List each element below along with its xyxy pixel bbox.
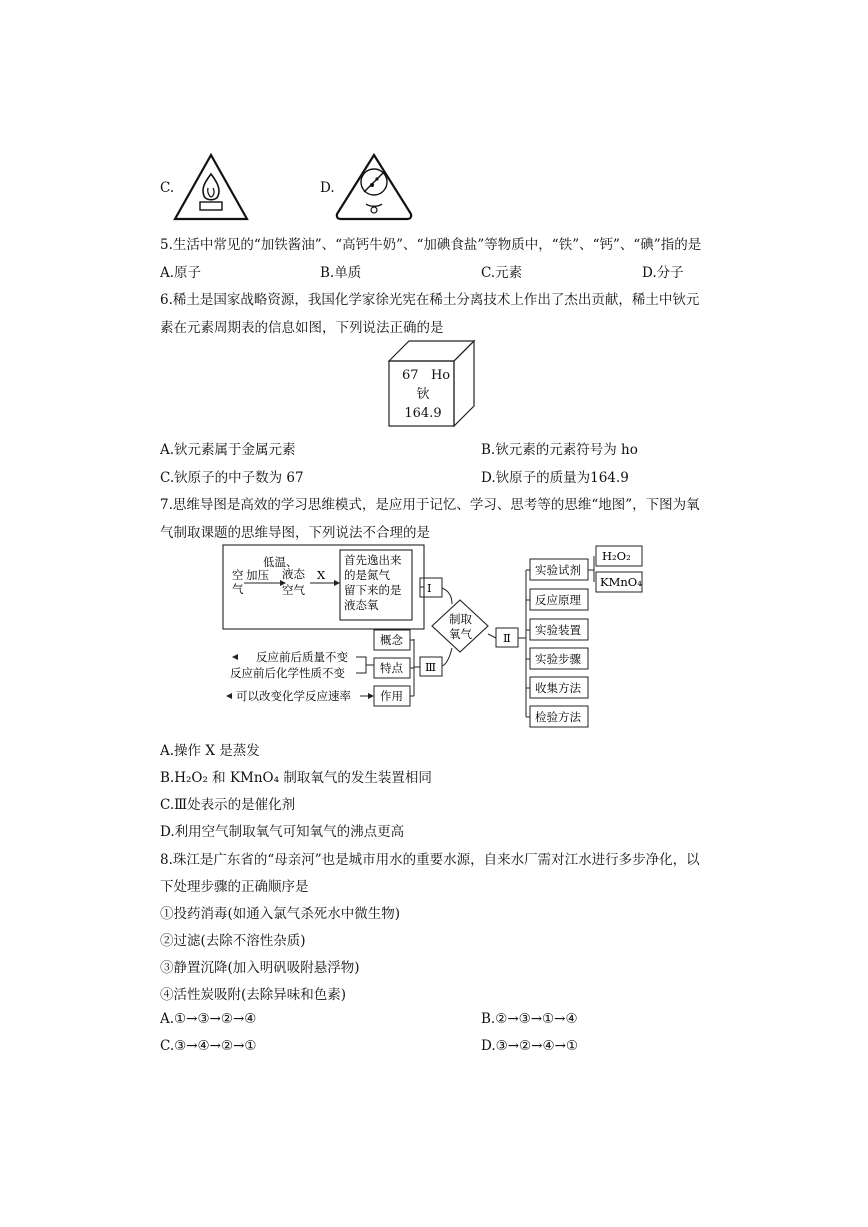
mm-branch-2: 实验装置 — [535, 623, 581, 637]
mm-liquid1: 液态 — [282, 567, 305, 581]
q7-stem-line1: 7.思维导图是高效的学习思维模式，是应用于记忆、学习、思考等的思维“地图”，下图为氧 — [160, 497, 700, 513]
element-symbol: Ho — [430, 368, 451, 383]
mm-roman1: Ⅰ — [427, 581, 432, 595]
mm-reagent2: KMnO₄ — [600, 575, 642, 589]
mm-feat2: 反应前后化学性质不变 — [230, 666, 345, 680]
q6-stem-line2: 素在元素周期表的信息如图，下列说法正确的是 — [160, 320, 444, 336]
q8-option-b: B.②→③→①→④ — [481, 1011, 578, 1027]
mm-note3: 留下来的是 — [344, 583, 402, 597]
q8-stem-line2: 下处理步骤的正确顺序是 — [160, 879, 309, 895]
corrosive-warning-icon — [334, 152, 414, 222]
q8-option-d: D.③→②→④→① — [481, 1038, 578, 1054]
q5-option-b: B.单质 — [320, 265, 362, 281]
element-cell — [392, 366, 451, 423]
mm-note1: 首先逸出来 — [344, 553, 402, 567]
q8-option-c: C.③→④→②→① — [160, 1038, 257, 1054]
element-name: 钬 — [416, 387, 430, 402]
mm-function: 作用 — [380, 689, 403, 703]
q8-step-1: ①投药消毒(如通入氯气杀死水中微生物) — [160, 906, 401, 922]
mm-branch-3: 实验步骤 — [535, 652, 581, 666]
mm-func1: 可以改变化学反应速率 — [236, 689, 351, 703]
mm-roman2: Ⅱ — [503, 631, 511, 645]
q8-step-4: ④活性炭吸附(去除异味和色素) — [160, 987, 347, 1003]
mm-center1: 制取 — [449, 612, 472, 626]
q8-stem-line1: 8.珠江是广东省的“母亲河”也是城市用水的重要水源，自来水厂需对江水进行多步净化，以 — [160, 852, 700, 868]
mm-reagent1: H₂O₂ — [602, 549, 631, 563]
mm-branch-4: 收集方法 — [535, 681, 581, 695]
mm-branch-1: 反应原理 — [535, 593, 581, 607]
q8-option-a: A.①→③→②→④ — [160, 1011, 257, 1027]
q8-step-3: ③静置沉降(加入明矾吸附悬浮物) — [160, 960, 360, 976]
q6-option-c: C.钬原子的中子数为 67 — [160, 470, 304, 486]
atomic-number: 67 — [402, 368, 419, 383]
q7-option-c: C.Ⅲ处表示的是催化剂 — [160, 797, 296, 813]
mm-branch-5: 检验方法 — [535, 710, 581, 724]
q6-option-d: D.钬原子的质量为164.9 — [481, 470, 629, 486]
mm-left-top: 低温、 — [263, 555, 298, 569]
mm-left-mid: 加压 — [246, 568, 269, 582]
flammable-warning-icon — [172, 152, 250, 222]
option-d-label: D. — [320, 180, 335, 196]
mm-air1: 空 — [232, 568, 244, 582]
mm-roman3: Ⅲ — [425, 660, 437, 674]
q5-option-c: C.元素 — [481, 265, 523, 281]
option-c-label: C. — [160, 180, 175, 196]
q7-stem-line2: 气制取课题的思维导图，下列说法不合理的是 — [160, 525, 430, 541]
q8-step-2: ②过滤(去除不溶性杂质) — [160, 933, 306, 949]
mm-liquid2: 空气 — [282, 583, 305, 597]
q7-option-d: D.利用空气制取氧气可知氧气的沸点更高 — [160, 824, 405, 840]
atomic-mass: 164.9 — [404, 406, 442, 421]
q5-option-d: D.分子 — [642, 265, 684, 281]
mm-note4: 液态氧 — [344, 598, 379, 612]
q5-option-a: A.原子 — [160, 265, 202, 281]
mm-x: X — [317, 568, 326, 582]
q5-stem: 5.生活中常见的“加铁酱油”、“高钙牛奶”、“加碘食盐”等物质中，“铁”、“钙”、“碘”指的是 — [160, 237, 702, 253]
mm-feat1: 反应前后质量不变 — [256, 650, 348, 664]
mm-center2: 氧气 — [449, 627, 472, 641]
q7-option-a: A.操作 X 是蒸发 — [160, 743, 260, 759]
mind-map-diagram — [220, 542, 650, 732]
q6-option-b: B.钬元素的元素符号为 ho — [481, 442, 638, 458]
mm-feature: 特点 — [380, 661, 403, 675]
mm-concept: 概念 — [380, 633, 403, 647]
mm-note2: 的是氮气 — [344, 568, 390, 582]
mm-air2: 气 — [232, 582, 244, 596]
mm-branches — [526, 559, 588, 727]
q6-option-a: A.钬元素属于金属元素 — [160, 442, 296, 458]
mm-branch-0: 实验试剂 — [535, 563, 581, 577]
q6-stem-line1: 6.稀土是国家战略资源，我国化学家徐光宪在稀土分离技术上作出了杰出贡献，稀土中钬元 — [160, 292, 700, 308]
q7-option-b: B.H₂O₂ 和 KMnO₄ 制取氧气的发生装置相同 — [160, 770, 432, 786]
